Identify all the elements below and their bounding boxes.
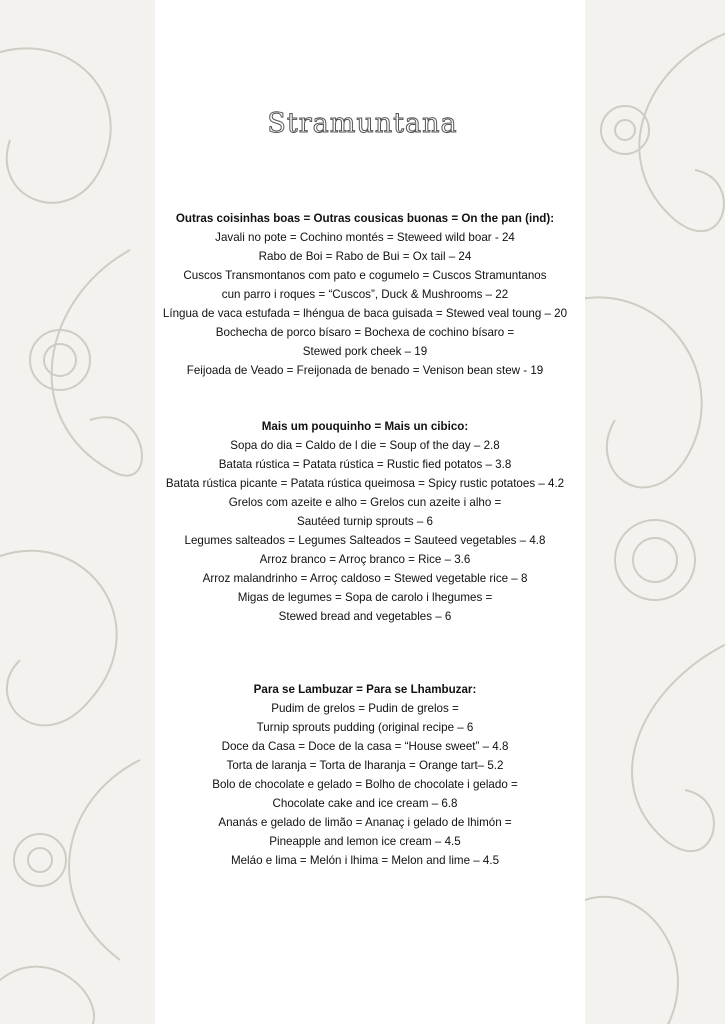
menu-item: Pineapple and lemon ice cream – 4.5: [269, 835, 461, 848]
menu-item: Pudim de grelos = Pudin de grelos =: [271, 702, 459, 715]
menu-item: Arroz malandrinho = Arroç caldoso = Stewed vegetable rice – 8: [202, 572, 528, 585]
menu-item: Cuscos Transmontanos com pato e cogumelo = Cuscos Stramuntanos: [183, 269, 547, 282]
menu-item: cun parro i roques = “Cuscos”, Duck & Mushrooms – 22: [221, 288, 509, 301]
menu-item: Grelos com azeite e alho = Grelos cun azeite i alho =: [228, 496, 502, 509]
menu-item: Doce da Casa = Doce de la casa = “House sweet” – 4.8: [221, 740, 509, 753]
menu-item: Sautéed turnip sprouts – 6: [297, 515, 433, 528]
menu-item: Batata rústica = Patata rústica = Rustic fied potatos – 3.8: [218, 458, 512, 471]
section-heading: Para se Lambuzar = Para se Lhambuzar:: [253, 683, 477, 696]
menu-item: Migas de legumes = Sopa de carolo i lhegumes =: [237, 591, 493, 604]
section-heading: Outras coisinhas boas = Outras cousicas buonas = On the pan (ind):: [175, 212, 555, 225]
menu-item: Meláo e lima = Melón i lhima = Melon and lime – 4.5: [230, 854, 500, 867]
menu-item: Língua de vaca estufada = lhéngua de baca guisada = Stewed veal toung – 20: [162, 307, 568, 320]
menu-item: Arroz branco = Arroç branco = Rice – 3.6: [259, 553, 471, 566]
menu-item: Rabo de Boi = Rabo de Bui = Ox tail – 24: [258, 250, 472, 263]
menu-item: Torta de laranja = Torta de lharanja = Orange tart– 5.2: [226, 759, 504, 772]
section-heading: Mais um pouquinho = Mais un cibico:: [261, 420, 469, 433]
section-on-the-pan: [150, 209, 580, 380]
section-desserts: [150, 680, 580, 870]
menu-item: Ananás e gelado de limão = Ananaç i gelado de lhimón =: [218, 816, 512, 829]
menu-item: Turnip sprouts pudding (original recipe – 6: [256, 721, 474, 734]
page-title: Stramuntana: [267, 108, 458, 139]
paisley-border-right: [585, 0, 725, 1024]
menu-item: Bochecha de porco bísaro = Bochexa de cochino bísaro =: [215, 326, 515, 339]
menu-item: Batata rústica picante = Patata rústica queimosa = Spicy rustic potatoes – 4.2: [165, 477, 565, 490]
menu-item: Bolo de chocolate e gelado = Bolho de chocolate i gelado =: [212, 778, 518, 791]
menu-item: Legumes salteados = Legumes Salteados = Sauteed vegetables – 4.8: [184, 534, 546, 547]
menu-item: Sopa do dia = Caldo de l die = Soup of the day – 2.8: [230, 439, 500, 452]
menu-item: Chocolate cake and ice cream – 6.8: [272, 797, 458, 810]
paisley-border-left: [0, 0, 155, 1024]
menu-item: Feijoada de Veado = Freijonada de benado = Venison bean stew - 19: [186, 364, 544, 377]
section-sides: [150, 417, 580, 626]
menu-item: Javali no pote = Cochino montés = Steweed wild boar - 24: [215, 231, 515, 244]
menu-item: Stewed pork cheek – 19: [302, 345, 428, 358]
menu-item: Stewed bread and vegetables – 6: [278, 610, 452, 623]
